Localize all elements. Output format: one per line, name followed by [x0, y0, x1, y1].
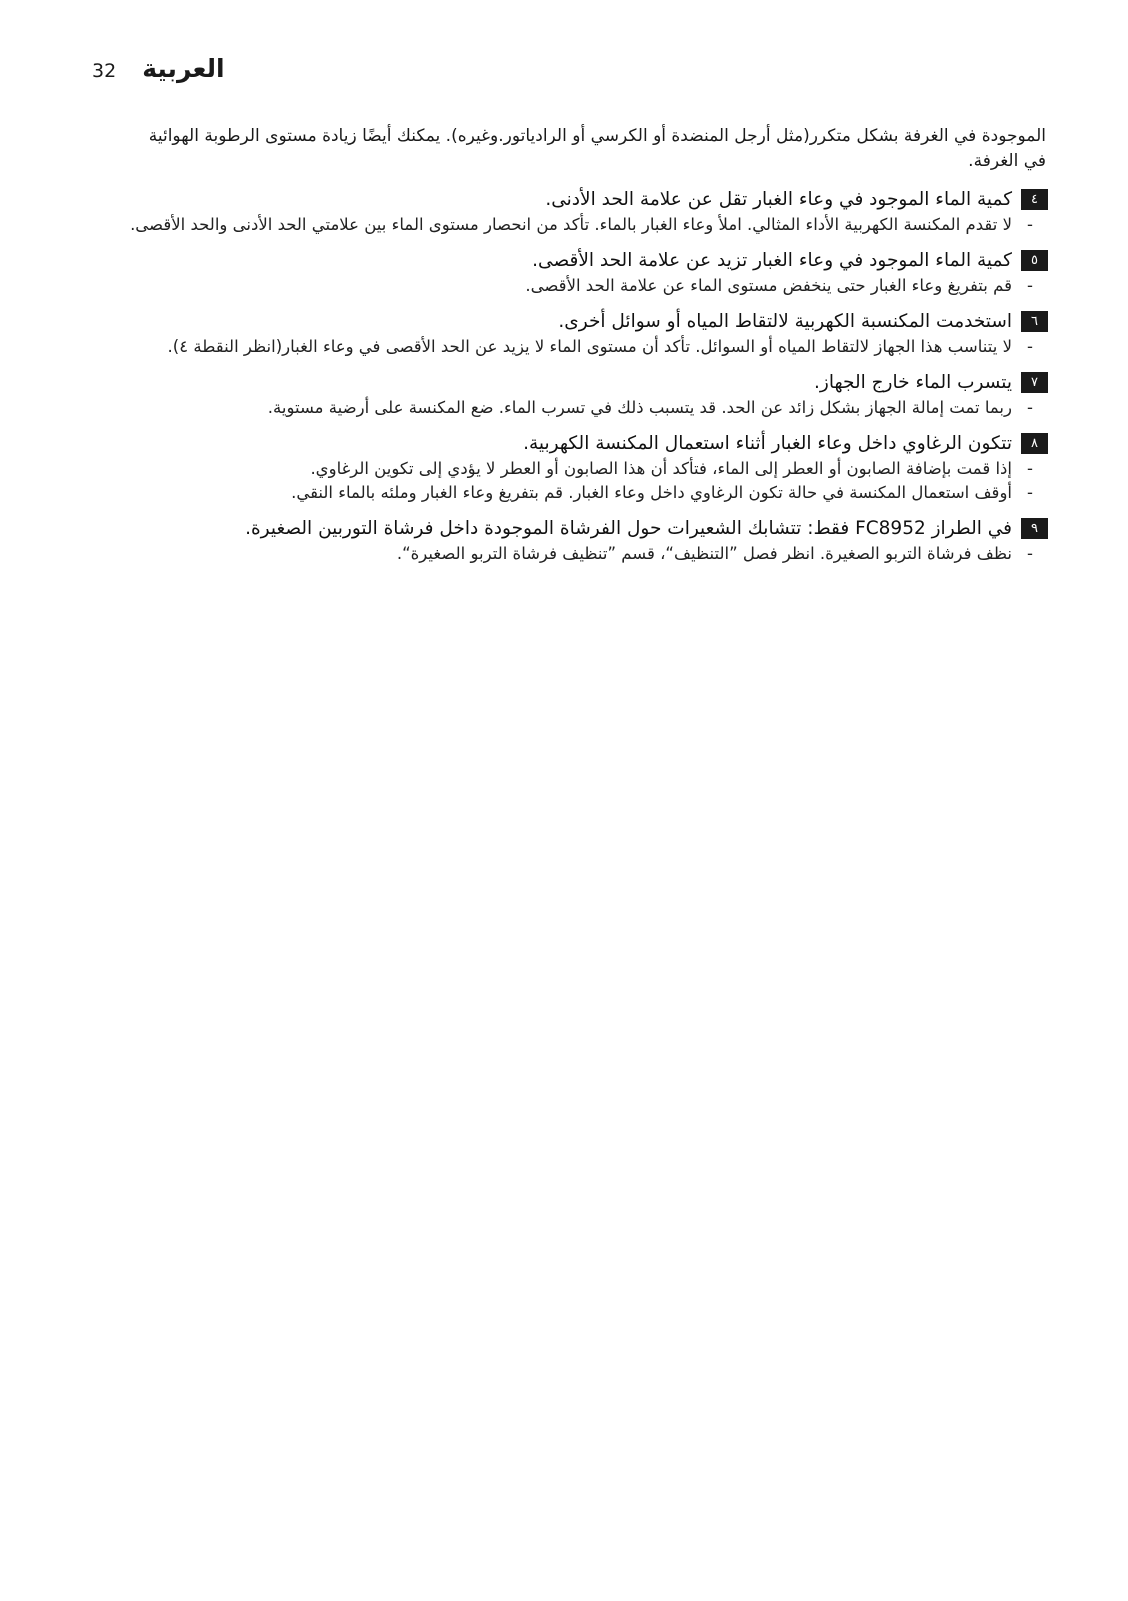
troubleshooting-item [96, 247, 1048, 298]
solution-bullet [96, 457, 1048, 481]
solution-bullet [96, 542, 1048, 566]
item-number-badge: ٤ [1021, 189, 1048, 210]
bullet-dash: - [1027, 483, 1033, 502]
solution-text: ربما تمت إمالة الجهاز بشكل زائد عن الحد. قد يتسبب ذلك في تسرب الماء. ضع المكنسة على أرضية مستوية. [267, 398, 1012, 417]
section-title: العربية [142, 54, 225, 83]
intro-paragraph: الموجودة في الغرفة بشكل متكرر(مثل أرجل المنضدة أو الكرسي أو الرادياتور.وغيره). يمكنك أيضًا زيادة مستوى الرطوبة الهوائية في الغرفة. [148, 126, 1046, 171]
bullet-dash: - [1027, 276, 1033, 295]
troubleshooting-item [96, 186, 1048, 237]
solution-text: قم بتفريغ وعاء الغبار حتى ينخفض مستوى الماء عن علامة الحد الأقصى. [525, 276, 1012, 295]
solution-text: نظف فرشاة التربو الصغيرة. انظر فصل ”التنظيف“، قسم ”تنظيف فرشاة التربو الصغيرة“. [396, 544, 1012, 563]
troubleshooting-item [96, 430, 1048, 505]
problem-text: تتكون الرغاوي داخل وعاء الغبار أثناء استعمال المكنسة الكهربية. [523, 433, 1012, 454]
troubleshooting-item [96, 308, 1048, 359]
item-number-badge: ٦ [1021, 311, 1048, 332]
bullet-dash: - [1027, 459, 1033, 478]
problem-text: كمية الماء الموجود في وعاء الغبار تقل عن علامة الحد الأدنى. [545, 189, 1012, 210]
solution-text: أوقف استعمال المكنسة في حالة تكون الرغاوي داخل وعاء الغبار. قم بتفريغ وعاء الغبار وملئه بالماء النقي. [291, 483, 1012, 502]
problem-heading [96, 308, 1048, 335]
solution-text: إذا قمت بإضافة الصابون أو العطر إلى الماء، فتأكد أن هذا الصابون أو العطر لا يؤدي إلى تكوين الرغاوي. [310, 459, 1012, 478]
document-body [96, 124, 1048, 576]
page-number: 32 [92, 60, 117, 82]
solution-bullet [96, 274, 1048, 298]
bullet-dash: - [1027, 398, 1033, 417]
bullet-dash: - [1027, 215, 1033, 234]
troubleshooting-item [96, 369, 1048, 420]
item-number-badge: ٧ [1021, 372, 1048, 393]
solution-bullet [96, 481, 1048, 505]
bullet-dash: - [1027, 544, 1033, 563]
problem-text: كمية الماء الموجود في وعاء الغبار تزيد عن علامة الحد الأقصى. [532, 250, 1012, 271]
problem-text: استخدمت المكنسبة الكهربية لالتقاط المياه أو سوائل أخرى. [558, 311, 1012, 332]
solution-text: لا تقدم المكنسة الكهربية الأداء المثالي. املأ وعاء الغبار بالماء. تأكد من انحصار مستوى الماء بين علامتي الحد الأدنى والحد الأقصى. [130, 215, 1012, 234]
problem-text: في الطراز FC8952 فقط: تتشابك الشعيرات حول الفرشاة الموجودة داخل فرشاة التوربين الصغيرة. [245, 518, 1012, 539]
page-header [92, 54, 225, 83]
item-number-badge: ٩ [1021, 518, 1048, 539]
item-number-badge: ٥ [1021, 250, 1048, 271]
problem-heading [96, 515, 1048, 542]
problem-text: يتسرب الماء خارج الجهاز. [814, 372, 1012, 393]
solution-bullet [96, 213, 1048, 237]
problem-heading [96, 247, 1048, 274]
problem-heading [96, 186, 1048, 213]
solution-text: لا يتناسب هذا الجهاز لالتقاط المياه أو السوائل. تأكد أن مستوى الماء لا يزيد عن الحد الأقصى في وعاء الغبار(انظر النقطة ٤). [167, 337, 1012, 356]
problem-heading [96, 369, 1048, 396]
troubleshooting-item [96, 515, 1048, 566]
bullet-dash: - [1027, 337, 1033, 356]
solution-bullet [96, 396, 1048, 420]
item-number-badge: ٨ [1021, 433, 1048, 454]
troubleshooting-list [96, 186, 1048, 566]
solution-bullet [96, 335, 1048, 359]
problem-heading [96, 430, 1048, 457]
